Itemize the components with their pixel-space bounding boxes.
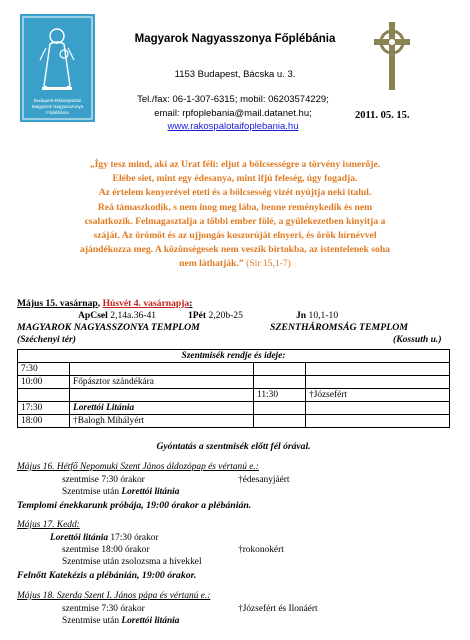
line-text: Szentmise után [62, 616, 122, 626]
event-note: Felnőtt Katekézis a plébánián, 19:00 órakor. [17, 570, 197, 581]
church-left-place: (Széchenyi tér) [17, 334, 76, 345]
reading-3 [296, 310, 338, 321]
reading-1 [78, 310, 156, 321]
mass-intention-2 [306, 402, 450, 415]
sunday-feast: Húsvét 4. vasárnapja [102, 298, 190, 309]
quote-line: nem láthatják.” [179, 258, 244, 270]
parish-address: 1153 Budapest, Bácska u. 3. [174, 69, 296, 80]
line-text: Szentmise után [62, 487, 122, 497]
sunday-date: Május 15. vasárnap [17, 298, 98, 309]
church-right-name: SZENTHÁROMSÁG TEMPLOM [270, 322, 408, 333]
mass-intention: †Balogh Mihályért [70, 415, 254, 428]
quote-line-last [18, 257, 452, 271]
quote-source: (Sir 15,1-7) [246, 258, 291, 270]
church-right-place: (Kossuth u.) [393, 334, 442, 345]
reading-2 [188, 310, 243, 321]
mass-intention-2: †Józsefért [306, 389, 450, 402]
mass-line: szentmise 7:30 órakor [62, 475, 145, 485]
vespers-line: Szentmise után zsolozsma a hívekkel [62, 557, 202, 567]
reading-label: ApCsel [78, 310, 108, 321]
mass-time [18, 389, 70, 402]
quote-line: „Így tesz mind, aki az Urat féli: eljut a bölcsességre a törvény ismerője. [89, 159, 381, 170]
quote-line: ajándékozza meg. A közönségesek nem veszik birtokba, az istentelenek soha [80, 244, 390, 256]
quote-line: száját. Az örömöt és az ujjongás koszorúját elnyeri, és örök hírnévvel [93, 230, 377, 242]
litany-label: Lorettói litánia [50, 533, 109, 543]
mass-intention: †rokonokért [238, 545, 284, 555]
litany-label: Lorettói litánia [121, 487, 180, 497]
litany-line [50, 533, 159, 543]
parish-website-link[interactable]: www.rakospalotaifoplebania.hu [167, 121, 299, 132]
mass-time-2 [254, 376, 306, 389]
separator: : [189, 298, 193, 309]
parish-logo [20, 14, 95, 122]
day-title-wednesday: Május 18. Szerda Szent I. János pápa és vértanú e.: [17, 591, 211, 601]
mass-time: 18:00 [18, 415, 70, 428]
day-title-tuesday: Május 17. Kedd: [17, 520, 80, 530]
mass-time-2 [254, 402, 306, 415]
table-row [18, 415, 450, 428]
table-header-row [18, 350, 450, 363]
confession-note: Gyóntatás a szentmisék előtt fél órával. [156, 441, 311, 452]
mass-time: 17:30 [18, 402, 70, 415]
sunday-heading [17, 298, 192, 309]
table-row [18, 363, 450, 376]
scripture-quote [18, 158, 452, 272]
litany-line [62, 487, 179, 497]
litany-line [62, 616, 179, 626]
day-title-monday: Május 16. Hétfő Nepomuki Szent János áldozópap és vértanú e.: [17, 462, 259, 472]
table-row [18, 376, 450, 389]
church-left-name: MAGYAROK NAGYASSZONYA TEMPLOM [17, 322, 200, 333]
reading-ref: 10,1-10 [308, 310, 339, 321]
mass-time-2 [254, 415, 306, 428]
quote-line: Az értelem kenyerével eteti és a bölcsesség vizét nyújtja neki italul. [98, 187, 372, 199]
reading-label: 1Pét [188, 310, 207, 321]
parish-title: Magyarok Nagyasszonya Főplébánia [134, 33, 336, 45]
reading-label: Jn [296, 310, 307, 321]
celtic-cross-icon [370, 20, 414, 97]
mass-time: 7:30 [18, 363, 70, 376]
quote-line: csalatkozik. Felmagasztalja a többi ember fölé, a gyülekezetben kinyitja a [84, 215, 386, 227]
separator: , [97, 298, 101, 309]
mass-intention-2 [306, 363, 450, 376]
mass-intention: †édesanyjáért [238, 475, 290, 485]
mass-line: szentmise 18:00 órakor [62, 545, 150, 555]
mass-line: szentmise 7:30 órakor [62, 604, 145, 614]
quote-line: Elébe siet, mint egy édesanya, mint ifjú feleség, úgy fogadja. [112, 173, 358, 185]
reading-ref: 2,20b-25 [208, 310, 243, 321]
parish-phone: Tel./fax: 06-1-307-6315; mobil: 06203574229; [137, 94, 329, 105]
mass-intention: Főpásztor szándékára [70, 376, 254, 389]
mass-time-2: 11:30 [254, 389, 306, 402]
logo-caption: Budapest-Rákospalotai Magyarok Nagyasszonya Főplébánia [31, 98, 84, 115]
table-row [18, 402, 450, 415]
quote-line: Reá támaszkodik, s nem inog meg lába, benne reménykedik és nem [97, 201, 373, 213]
mass-time: 10:00 [18, 376, 70, 389]
mass-intention [70, 363, 254, 376]
table-header: Szentmisék rendje és ideje: [18, 350, 450, 363]
mass-intention: †Józsefért és Ilonáért [238, 604, 318, 614]
mass-intention-2 [306, 415, 450, 428]
litany-label: Lorettói litánia [121, 616, 180, 626]
line-text: 17:30 órakor [108, 533, 159, 543]
event-note: Templomi énekkarunk próbája, 19:00 órakor a plébánián. [17, 500, 252, 511]
mass-time-2 [254, 363, 306, 376]
reading-ref: 2,14a.36-41 [110, 310, 157, 321]
mass-schedule-table [17, 349, 450, 428]
mass-intention: Lorettói Litánia [70, 402, 254, 415]
table-row [18, 389, 450, 402]
mass-intention-2 [306, 376, 450, 389]
mass-intention [70, 389, 254, 402]
parish-email[interactable]: email: rpfoplebania@mail.datanet.hu; [154, 108, 312, 119]
bulletin-date: 2011. 05. 15. [355, 110, 410, 121]
